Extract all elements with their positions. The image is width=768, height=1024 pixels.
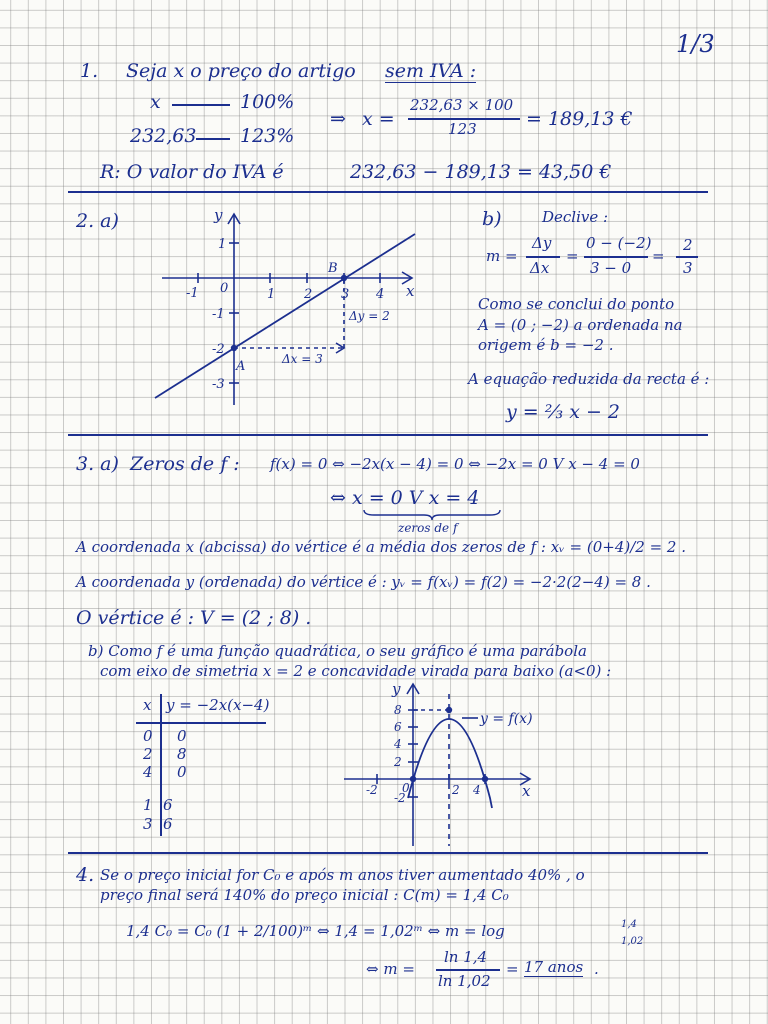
q3-zeros-title: Zeros de f : — [130, 453, 240, 475]
q3-x-axis-label: x — [522, 782, 531, 800]
q2-y-tick-label-1: 1 — [218, 237, 227, 252]
q3-row-y: 6 — [163, 796, 173, 814]
q3-zeros-equation: f(x) = 0 ⇔ −2x(x − 4) = 0 ⇔ −2x = 0 V x − 4 = 0 — [270, 455, 640, 473]
q2-line-graph — [150, 200, 425, 415]
q4-number: 4. — [76, 864, 95, 886]
q3-zeros-solution: ⇔ x = 0 V x = 4 — [330, 487, 480, 509]
q3-zero-point-0 — [410, 776, 416, 782]
q3-b-line1: b) Como f é uma função quadrática, o seu gráfico é uma parábola — [88, 642, 587, 660]
q4-log-base: 1,02 — [621, 936, 644, 947]
q2-m-eq: m = — [486, 247, 518, 265]
q3-vertex-x-line: A coordenada x (abcissa) do vértice é a média dos zeros de f : xᵥ = (0+4)/2 = 2 . — [76, 538, 686, 556]
q2-y-tick-label-m2: -2 — [212, 342, 225, 357]
q4-equation: 1,4 C₀ = C₀ (1 + 2/100)ᵐ ⇔ 1,4 = 1,02ᵐ ⇔ m = log — [126, 922, 505, 940]
q4-final-eq: = — [506, 960, 519, 978]
q2-point-b-label: B — [328, 261, 338, 276]
q1-answer-label: R: O valor do IVA é — [100, 161, 284, 183]
divider-3 — [68, 852, 708, 854]
q3-row-y: 0 — [177, 727, 187, 745]
q3-y-tick-label-2: 2 — [394, 755, 402, 769]
q2-frac2-bar — [584, 256, 648, 258]
q4-final-frac-bar — [436, 969, 500, 971]
q2-delta-x-label: Δx = 3 — [282, 352, 323, 366]
q3-row-x: 4 — [143, 763, 153, 781]
page-number: 1/3 — [676, 30, 715, 58]
q2-conclusion-line3: origem é b = −2 . — [478, 336, 614, 354]
q2-frac1-bar — [526, 256, 560, 258]
q1-frac-den: 123 — [448, 120, 477, 138]
q3-b-line2: com eixo de simetria x = 2 e concavidade virada para baixo (a<0) : — [100, 662, 612, 680]
q2-x-axis-label: x — [406, 282, 415, 300]
q1-row1-left: x — [150, 91, 161, 113]
q3-row-x: 0 — [143, 727, 153, 745]
q3-brace-label: zeros de f — [398, 521, 458, 535]
q2-point-a — [231, 345, 237, 351]
q2-y-tick-label-m3: -3 — [212, 377, 225, 392]
q3-curve-label: y = f(x) — [480, 711, 533, 727]
q1-number: 1. — [80, 60, 99, 82]
q2-x-tick-label-m1: -1 — [186, 286, 199, 301]
q2-point-b — [341, 275, 347, 281]
q3-row-x: 1 — [143, 796, 153, 814]
q2-declive-title: Declive : — [542, 208, 609, 226]
q1-frac-num: 232,63 × 100 — [410, 96, 514, 114]
q2-frac3-num: 2 — [683, 236, 693, 254]
q3-table-col-rule — [160, 694, 162, 836]
q3-y-tick-label-6: 6 — [394, 720, 402, 734]
q1-row1-right: 100% — [240, 91, 295, 113]
q3-label: 3. a) — [76, 453, 119, 475]
q2-conclusion-line1: Como se conclui do ponto — [478, 295, 675, 313]
q2-b-label: b) — [482, 208, 502, 230]
q2-frac1-den: Δx — [530, 259, 550, 277]
q2-equation-intro: A equação reduzida da recta é : — [468, 370, 710, 388]
q2-x-tick-label-4: 4 — [376, 287, 385, 302]
q3-y-tick-label-8: 8 — [394, 703, 402, 717]
q3-y-axis-label: y — [392, 680, 401, 698]
q3-x-tick-label-m2: -2 — [366, 783, 378, 797]
q2-point-a-label: A — [236, 359, 246, 374]
q2-delta-y-label: Δy = 2 — [349, 309, 390, 323]
q3-zero-point-4 — [482, 776, 488, 782]
q1-intro: Seja x o preço do artigo — [126, 60, 356, 82]
q4-log-argument: 1,4 — [621, 919, 637, 930]
divider-2 — [68, 434, 708, 436]
q3-table-header-y: y = −2x(x−4) — [166, 696, 270, 714]
q2-frac3-bar — [676, 256, 698, 258]
q2-eq1: = — [566, 247, 579, 265]
q4-final-denominator: ln 1,02 — [438, 972, 491, 990]
q1-eq-result: = 189,13 € — [526, 108, 633, 130]
q3-table-header-rule — [136, 722, 266, 724]
q3-vertex-point — [446, 707, 452, 713]
q3-x-tick-label-0: 0 — [402, 781, 410, 795]
q2-label: 2. a) — [76, 210, 119, 232]
q3-table-header-x: x — [143, 696, 152, 714]
q2-eq2: = — [652, 247, 665, 265]
q3-vertex-y-line: A coordenada y (ordenada) do vértice é : yᵥ = f(xᵥ) = f(2) = −2·2(2−4) = 8 . — [76, 573, 651, 591]
q1-intro-underlined: sem IVA : — [385, 60, 477, 82]
divider-1 — [68, 191, 708, 193]
q1-eq-left: x = — [362, 108, 395, 130]
q4-line2: preço final será 140% do preço inicial : C(m) = 1,4 C₀ — [100, 886, 509, 904]
q3-parabola-graph — [340, 678, 550, 850]
q3-y-tick-label-m2: -2 — [394, 791, 406, 805]
q1-row1-dash — [172, 104, 230, 106]
q3-y-tick-label-4: 4 — [394, 737, 402, 751]
q3-x-tick-label-4: 4 — [473, 783, 481, 797]
q2-conclusion-line2: A = (0 ; −2) a ordenada na — [478, 316, 683, 334]
q3-row-x: 2 — [143, 745, 153, 763]
q2-y-axis-label: y — [214, 206, 223, 224]
q2-x-tick-label-1: 1 — [267, 287, 276, 302]
q4-final-prefix: ⇔ m = — [366, 960, 415, 978]
q3-row-y: 6 — [163, 815, 173, 833]
q2-y-tick-label-m1: -1 — [212, 307, 225, 322]
q4-final-numerator: ln 1,4 — [444, 948, 488, 966]
q2-x-tick-label-3: 3 — [341, 287, 350, 302]
q1-answer-calc: 232,63 − 189,13 = 43,50 € — [350, 161, 612, 183]
q1-row2-dash — [196, 138, 230, 140]
q4-final-dot: . — [594, 960, 599, 978]
q3-row-x: 3 — [143, 815, 153, 833]
q2-frac2-num: 0 − (−2) — [586, 234, 652, 252]
q3-x-tick-label-2: 2 — [452, 783, 460, 797]
q1-row2-right: 123% — [240, 125, 295, 147]
q3-row-y: 8 — [177, 745, 187, 763]
q2-x-tick-label-2: 2 — [304, 287, 313, 302]
q2-frac3-den: 3 — [683, 259, 693, 277]
q1-implies: ⇒ — [330, 108, 346, 130]
q2-equation: y = ⅔ x − 2 — [506, 401, 620, 423]
q2-frac1-num: Δy — [532, 234, 552, 252]
q2-frac2-den: 3 − 0 — [590, 259, 632, 277]
q4-line1: Se o preço inicial for C₀ e após m anos tiver aumentado 40% , o — [100, 866, 585, 884]
q3-brace — [362, 508, 502, 522]
q3-vertex-line: O vértice é : V = (2 ; 8) . — [76, 607, 312, 629]
q2-origin-label: 0 — [220, 281, 229, 296]
q4-final-answer: 17 anos — [524, 958, 584, 976]
q1-row2-left: 232,63 — [130, 125, 197, 147]
q3-row-y: 0 — [177, 763, 187, 781]
